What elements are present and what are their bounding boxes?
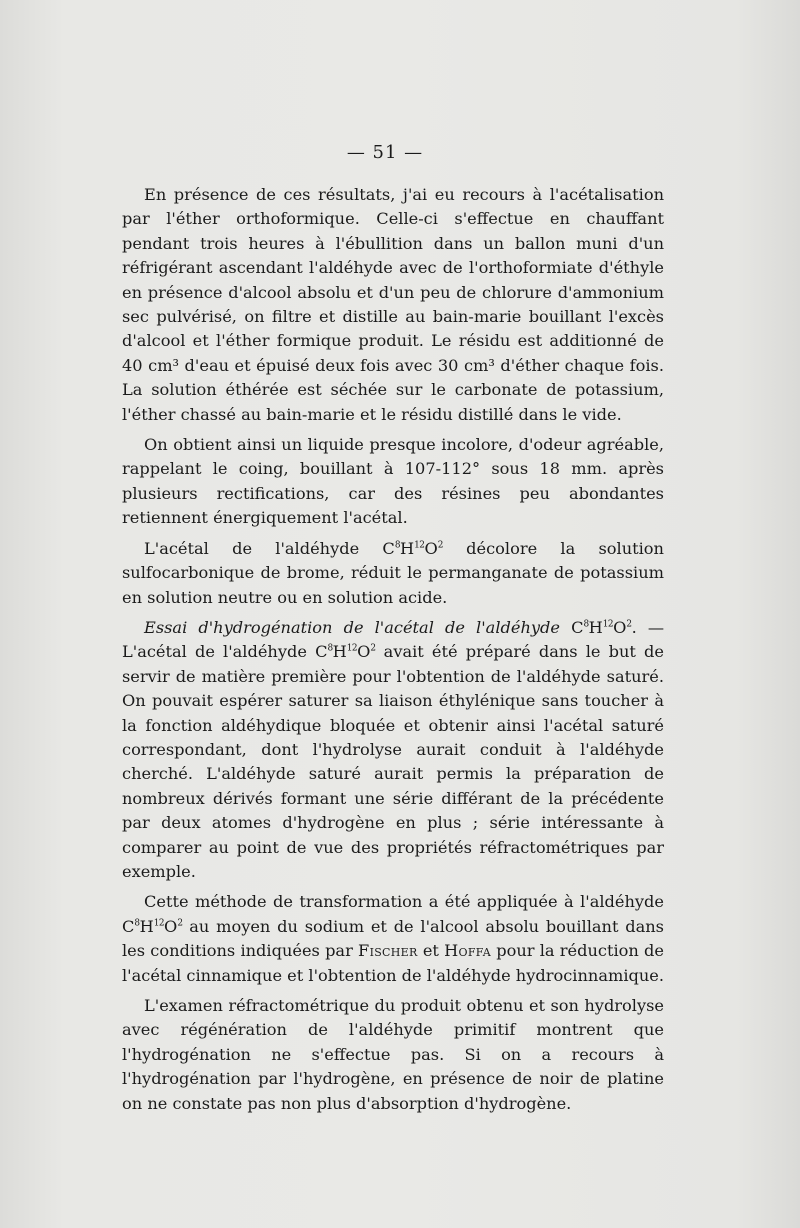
paragraph-acetal-decolore: L'acétal de l'aldéhyde $C^8H^{12}O^2$ décolore la solution sulfocarbonique de brome, réduit le permanganate de potassium en solution neutre ou en solution acide. [122,538,664,607]
paragraph-acetalisation: En présence de ces résultats, j'ai eu recours à l'acétalisation par l'éther orthoformique. Celle-ci s'effectue en chauffant pendant trois heures à l'ébullition dans un ballon muni d'un réfrigérant ascendant l'aldéhyde avec de l'orthoformiate d'éthyle en présence d'alcool absolu et d'un peu de chlorure d'ammonium sec pulvérisé, on filtre et distille au bain-marie bouillant l'excès d'alcool et l'éther formique produit. Le résidu est additionné de 40 cm³ d'eau et épuisé deux fois avec 30 cm³ d'éther chaque fois. La solution éthérée est séchée sur le carbonate de potassium, l'éther chassé au bain-marie et le résidu distillé dans le vide. [122,185,664,424]
paragraph-liquide: On obtient ainsi un liquide presque incolore, d'odeur agréable, rappelant le coing, bouillant à 107-112° sous 18 mm. après plusieurs rectifications, car des résines peu abondantes retiennent énergiquement l'acétal. [122,435,664,528]
section-title: Essai d'hydrogénation de l'acétal de l'aldéhyde [144,617,560,637]
author-name: Hoffa [444,941,492,961]
paragraph-examen: L'examen réfractométrique du produit obtenu et son hydrolyse avec régénération de l'aldéhyde primitif montrent que l'hydrogénation ne s'effectue pas. Si on a recours à l'hydrogénation par l'hydrogène, en présence de noir de platine on ne constate pas non plus d'absorption d'hydrogène. [122,996,664,1113]
body-text [122,183,664,1116]
page-number: — 51 — [346,142,424,163]
author-name: Fischer [358,941,418,961]
paragraph-methode: Cette méthode de transformation a été appliquée à l'aldéhyde $C^8H^{12}O^2$ au moyen du sodium et de l'alcool absolu bouillant dans les conditions indiquées par Fischer et Hoffa pour la réduction de l'acétal cinnamique et l'obtention de l'aldéhyde hydrocinnamique. [122,892,665,985]
paragraph-hydrogenation: Essai d'hydrogénation de l'acétal de l'aldéhyde $C^8H^{12}O^2$. — L'acétal de l'aldéhyde $C^8H^{12}O^2$ avait été préparé dans le but de servir de matière première pour l'obtention de l'aldéhyde saturé. On pouvait espérer saturer sa liaison éthylénique sans toucher à la fonction aldéhydique bloquée et obtenir ainsi l'acétal saturé correspondant, dont l'hydrolyse aurait conduit à l'aldéhyde cherché. L'aldéhyde saturé aurait permis la préparation de nombreux dérivés formant une série différant de la précédente par deux atomes d'hydrogène en plus ; série intéressante à comparer au point de vue des propriétés réfractométriques par exemple. [122,617,665,881]
